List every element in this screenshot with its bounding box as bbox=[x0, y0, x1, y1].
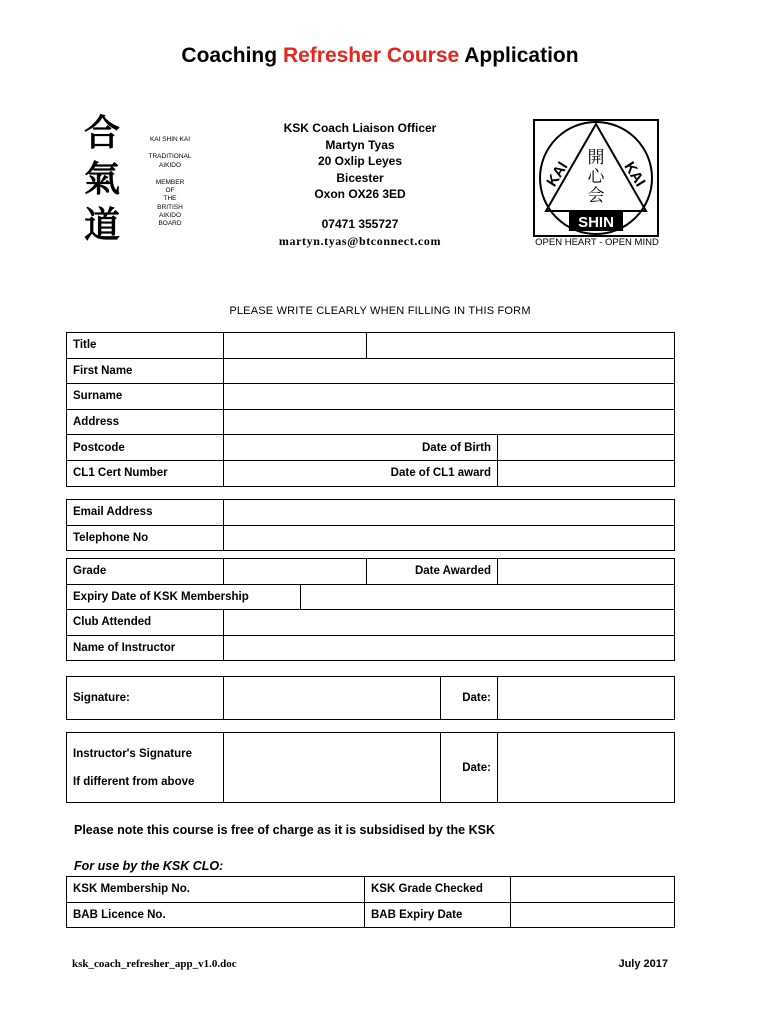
logo-tagline: OPEN HEART - OPEN MIND bbox=[535, 237, 659, 248]
contact-table bbox=[66, 499, 675, 551]
expiry-label: Expiry Date of KSK Membership bbox=[67, 584, 301, 610]
club-affiliation-text bbox=[140, 136, 200, 229]
footer-filename: ksk_coach_refresher_app_v1.0.doc bbox=[72, 958, 237, 970]
address-field[interactable] bbox=[224, 409, 675, 435]
grade-field[interactable] bbox=[224, 559, 367, 585]
membership-no-label: KSK Membership No. bbox=[67, 877, 365, 903]
page-title bbox=[0, 44, 760, 68]
surname-field[interactable] bbox=[224, 384, 675, 410]
affil-line: TRADITIONAL bbox=[148, 153, 192, 161]
date-awarded-label: Date Awarded bbox=[367, 559, 498, 585]
affil-line: THE bbox=[163, 195, 177, 203]
table-row bbox=[67, 435, 675, 461]
bab-expiry-field[interactable] bbox=[511, 902, 675, 928]
kanji-3: 道 bbox=[83, 204, 120, 246]
table-row bbox=[67, 610, 675, 636]
club-field[interactable] bbox=[224, 610, 675, 636]
cl1-cert-label: CL1 Cert Number bbox=[67, 460, 224, 486]
instructor-date-field[interactable] bbox=[498, 733, 675, 803]
table-row bbox=[67, 500, 675, 526]
expiry-field[interactable] bbox=[301, 584, 675, 610]
kai-shin-kai-logo bbox=[533, 119, 659, 237]
form-notice: PLEASE WRITE CLEARLY WHEN FILLING IN THIS FORM bbox=[229, 305, 531, 317]
footer-date: July 2017 bbox=[618, 958, 668, 970]
table-row bbox=[67, 635, 675, 661]
table-row bbox=[67, 584, 675, 610]
grade-label: Grade bbox=[67, 559, 224, 585]
contact-name: Martyn Tyas bbox=[325, 137, 395, 152]
telephone-field[interactable] bbox=[224, 525, 675, 551]
affil-line: AIKIDO bbox=[158, 161, 182, 169]
instr-sig-line1: Instructor's Signature bbox=[73, 747, 193, 760]
title-label: Title bbox=[67, 333, 224, 359]
instructor-date-label: Date: bbox=[441, 733, 498, 803]
signature-label: Signature: bbox=[67, 677, 224, 720]
affil-line: BOARD bbox=[158, 220, 182, 228]
signature-field[interactable] bbox=[224, 677, 441, 720]
instructor-signature-field[interactable] bbox=[224, 733, 441, 803]
cl1-award-field[interactable] bbox=[498, 460, 675, 486]
signature-date-label: Date: bbox=[441, 677, 498, 720]
dob-field[interactable] bbox=[498, 435, 675, 461]
logo-kanji-2: 心 bbox=[587, 167, 605, 187]
contact-town: Bicester bbox=[336, 170, 384, 185]
logo-kai-left: KAI bbox=[543, 158, 572, 190]
logo-kanji-1: 開 bbox=[587, 148, 605, 168]
clo-heading: For use by the KSK CLO: bbox=[74, 859, 224, 873]
logo-kanji-3: 会 bbox=[587, 186, 605, 206]
grade-checked-label: KSK Grade Checked bbox=[365, 877, 511, 903]
personal-details-table bbox=[66, 332, 675, 487]
instr-sig-line2: If different from above bbox=[73, 775, 195, 788]
cl1-award-label: Date of CL1 award bbox=[224, 460, 498, 486]
table-row bbox=[67, 525, 675, 551]
table-row bbox=[67, 733, 675, 803]
kanji-1: 合 bbox=[83, 112, 120, 154]
membership-table bbox=[66, 558, 675, 661]
surname-label: Surname bbox=[67, 384, 224, 410]
signature-table bbox=[66, 676, 675, 720]
first-name-field[interactable] bbox=[224, 358, 675, 384]
date-awarded-field[interactable] bbox=[498, 559, 675, 585]
table-row bbox=[67, 384, 675, 410]
address-label: Address bbox=[67, 409, 224, 435]
grade-checked-field[interactable] bbox=[511, 877, 675, 903]
table-row bbox=[67, 559, 675, 585]
bab-expiry-label: BAB Expiry Date bbox=[365, 902, 511, 928]
postcode-label: Postcode bbox=[67, 435, 224, 461]
table-row bbox=[67, 409, 675, 435]
contact-email: martyn.tyas@btconnect.com bbox=[278, 233, 442, 248]
aikido-kanji-logo bbox=[76, 110, 128, 248]
bab-licence-label: BAB Licence No. bbox=[67, 902, 365, 928]
contact-street: 20 Oxlip Leyes bbox=[317, 154, 403, 169]
affil-line: MEMBER bbox=[155, 178, 185, 186]
affil-line: KAI SHIN KAI bbox=[149, 136, 191, 143]
signature-date-field[interactable] bbox=[498, 677, 675, 720]
table-row bbox=[67, 358, 675, 384]
email-field[interactable] bbox=[224, 500, 675, 526]
email-label: Email Address bbox=[67, 500, 224, 526]
contact-phone: 07471 355727 bbox=[321, 216, 399, 231]
instructor-signature-label bbox=[67, 733, 224, 803]
table-row bbox=[67, 877, 675, 903]
logo-shin-text: SHIN bbox=[578, 214, 614, 231]
kanji-2: 氣 bbox=[83, 158, 120, 200]
free-of-charge-note: Please note this course is free of charge as it is subsidised by the KSK bbox=[74, 823, 495, 837]
contact-role: KSK Coach Liaison Officer bbox=[283, 121, 437, 135]
affil-line: OF bbox=[165, 187, 175, 195]
table-row bbox=[67, 902, 675, 928]
dob-label: Date of Birth bbox=[224, 435, 498, 461]
title-part2: Application bbox=[464, 44, 579, 67]
table-row bbox=[67, 677, 675, 720]
instructor-label: Name of Instructor bbox=[67, 635, 224, 661]
title-field-1[interactable] bbox=[224, 333, 367, 359]
clo-table bbox=[66, 876, 675, 928]
title-accent: Refresher Course bbox=[282, 44, 460, 67]
title-part1: Coaching bbox=[181, 44, 278, 67]
title-field-2[interactable] bbox=[367, 333, 675, 359]
contact-block bbox=[255, 120, 465, 249]
instructor-signature-table bbox=[66, 732, 675, 803]
table-row bbox=[67, 460, 675, 486]
logo-kai-right: KAI bbox=[620, 158, 649, 190]
affil-line: AIKIDO bbox=[158, 212, 182, 220]
instructor-field[interactable] bbox=[224, 635, 675, 661]
club-label: Club Attended bbox=[67, 610, 224, 636]
telephone-label: Telephone No bbox=[67, 525, 224, 551]
table-row bbox=[67, 333, 675, 359]
contact-county: Oxon OX26 3ED bbox=[314, 187, 406, 202]
affil-line: BRITISH bbox=[157, 203, 183, 211]
first-name-label: First Name bbox=[67, 358, 224, 384]
